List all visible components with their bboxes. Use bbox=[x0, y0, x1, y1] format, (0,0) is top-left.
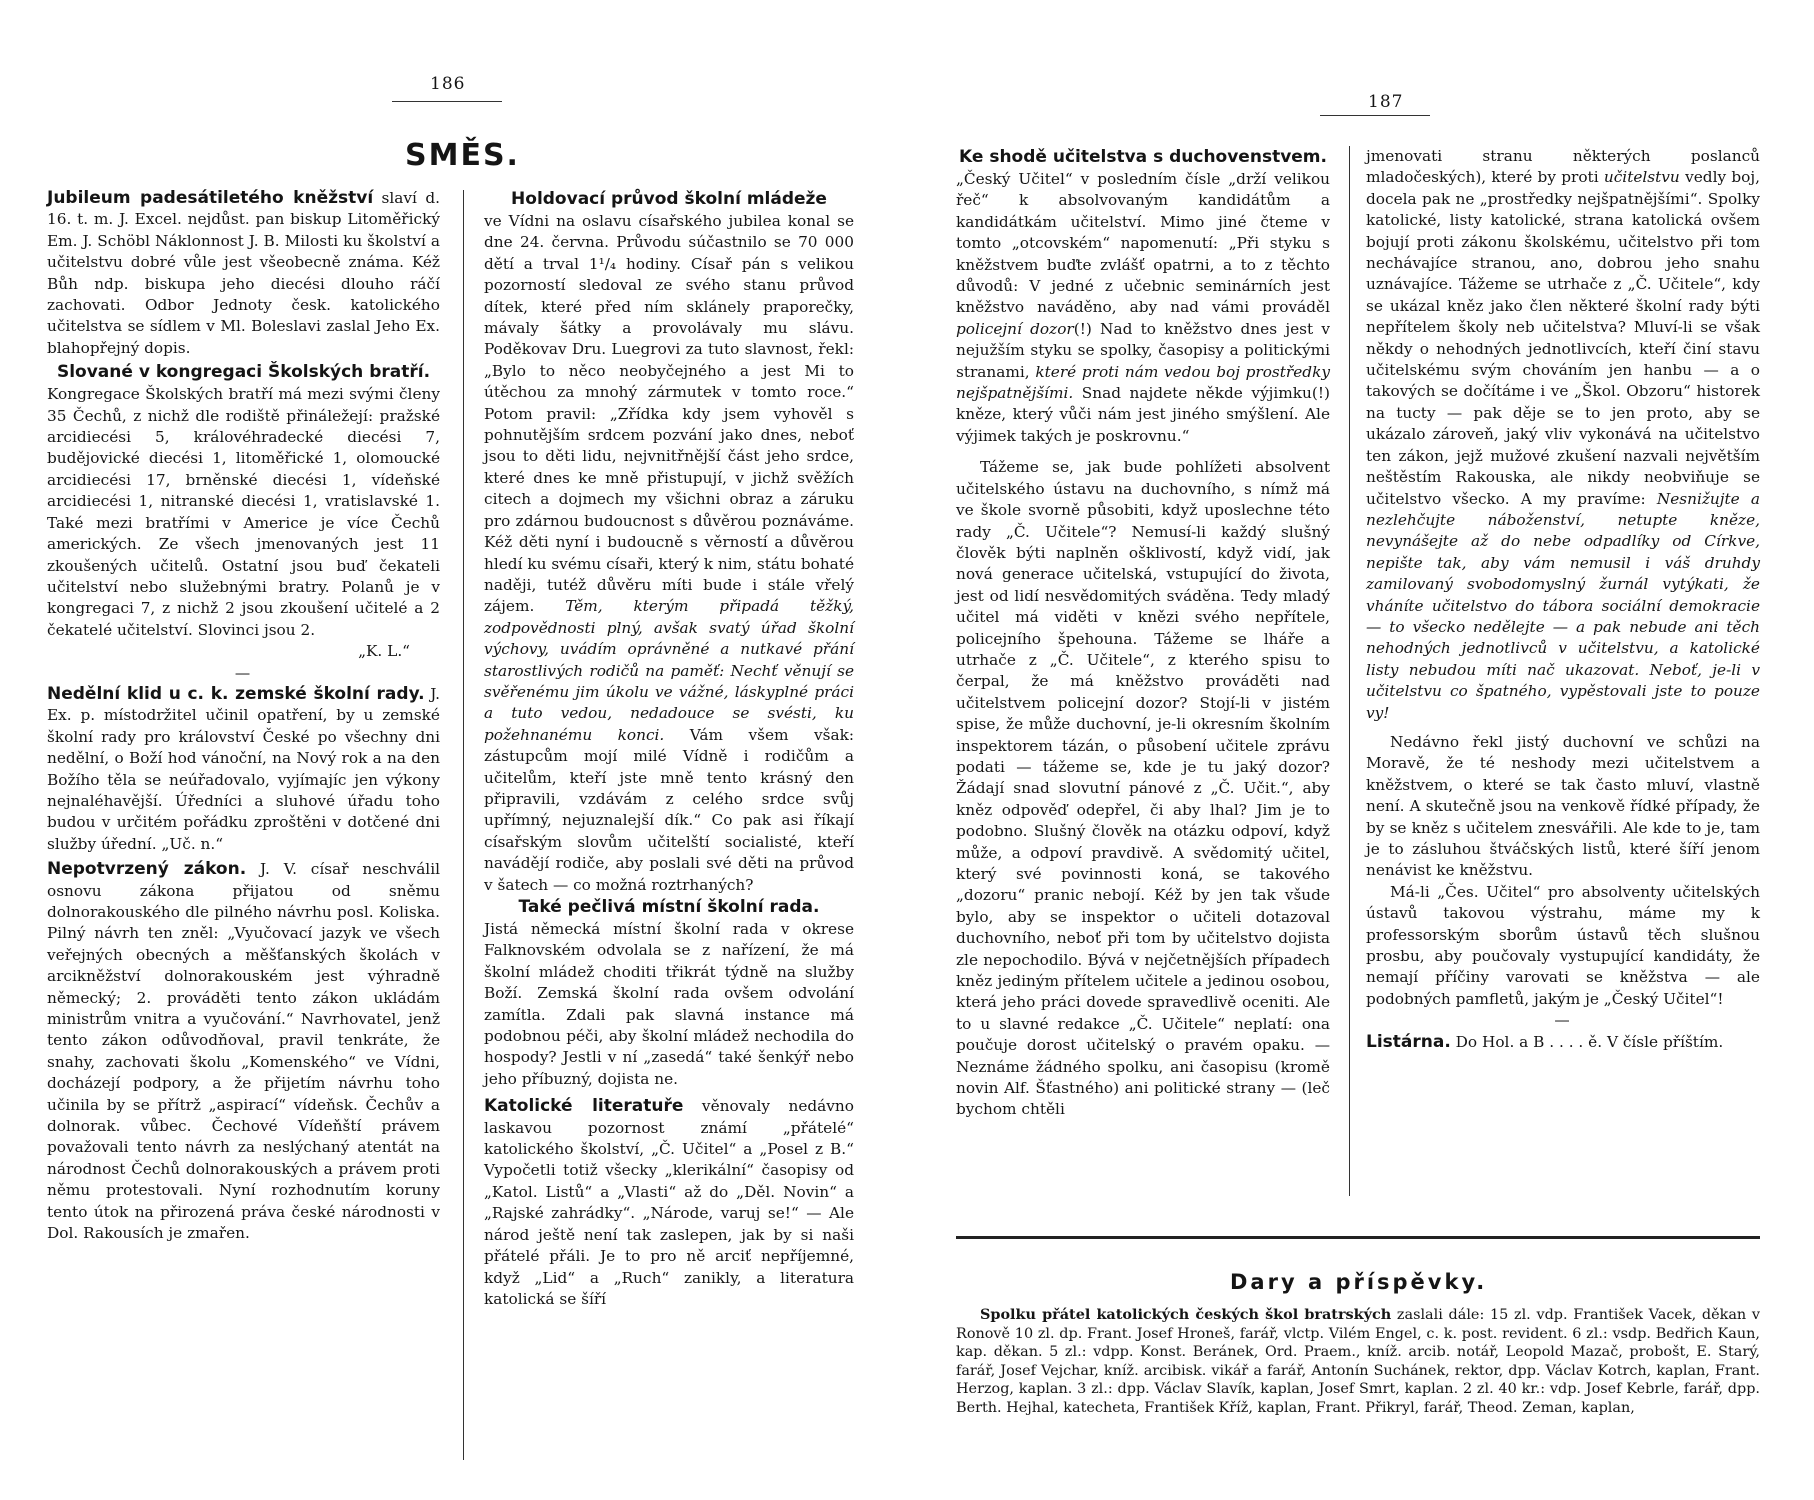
article-text: J. V. císař neschválil osnovu zákona přijatou od sněmu dolnorakouského dle pilného návrhu posl. Koliska. Pilný návrh ten zněl: „Vyučovací jazyk ve všech veřejných obecných a měšťanských školách v arcikněžství dolnorakouském jest výhradně německý; 2. prováděti tento zákon ukládám ministrům vnitra a vyučování.“ Navrhovatel, jenž tento zákon odůvodňoval, pravil tenkráte, že snahy, zachovati školu „Komenského“ ve Vídni, docházejí podpory, a že přijetím návrhu toho učinila by se přítrž „aspirací“ vídeňsk. Čechův a dolnorak. vůbec. Čechové Vídeňští právem považovali tento návrh za neslýchaný atentát na národnost Čechů dolnorakouských a právem proti němu protestovali. Nyní rozhodnutím koruny tento útok na přirozená práva české národnosti v Dol. Rakousích je zmařen. bbox=[47, 860, 440, 1243]
article-text: Do Hol. a B . . . . ě. V čísle příštím. bbox=[1455, 1032, 1724, 1051]
article-text: ve Vídni na oslavu císařského jubilea konal se dne 24. června. Průvodu súčastnilo se 70 000 dětí a trval 1¹/₄ hodiny. Císař pán s velikou pozorností sledoval ze svého stanu průvod dítek, které před ním sklánely praporečky, mávaly šátky a provolávaly mu slávu. Poděkovav Dru. Luegrovi za tuto slavnost, řekl: „Bylo to něco neobyčejného a jest Mi to útěchou za mnohý zármutek v tomto roce.“ Potom pravil: „Zřídka kdy jsem vyhověl s pohnutějším srdcem pozvání jako dnes, neboť jsou to děti lidu, nejvnitřnější část jeho srdce, které dnes ke mně přistupují, v jichž svěžích citech a dojmech my všichni obraz a záruku pro zdárnou budoucnost s důvěrou poznáváme. Kéž děti nyní i budoucně s věrností a důvěrou hledí ku svému císaři, který k nim, státu bohaté naději, tutéž důvěru míti bude i stále vřelý zájem. bbox=[484, 212, 854, 616]
article-heading: Také pečlivá místní školní rada. bbox=[518, 897, 820, 917]
section-rule bbox=[956, 1236, 1760, 1239]
left-column bbox=[47, 188, 440, 1245]
page-number-rule bbox=[392, 101, 502, 102]
article-heading: Listárna. bbox=[1366, 1031, 1451, 1052]
article-text: Jistá německá místní školní rada v okrese Falknovském odvolala se z nařízení, že má školní mládež choditi třikrát týdně na služby Boží. Zemská školní rada ovšem odvolání zamítla. Zdali pak slavná instance má podobnou péči, aby školní mládež nechodila do hospody? Jestli v ní „zasedá“ také šenkýř nebo jeho příbuzný, dojista ne. bbox=[484, 920, 854, 1088]
article-heading: Holdovací průvod školní mládeže bbox=[511, 189, 827, 209]
article-text: „Český Učitel“ v posledním čísle „drží velikou řeč“ k absolvovaným kandidátům a kandidátkám učitelství. Mimo jiné čteme v tomto „otcovském“ napomenutí: „Při styku s kněžstvem buďte zvlášť opatrni, a to z těchto důvodů: V jedné z učebnic seminárních jest kněžstvo naváděno, aby nad vámi prováděl bbox=[956, 170, 1330, 317]
donations-text bbox=[956, 1306, 1760, 1417]
signature: „K. L.“ bbox=[358, 642, 410, 661]
right-column bbox=[484, 188, 854, 1310]
article-text: (!) Nad to kněžstvo dnes jest v nejužším styku se spolky, časopisy a politickými stranami, bbox=[956, 319, 1330, 381]
donations-lead: Spolku přátel katolických českých škol bratrských bbox=[980, 1306, 1392, 1323]
article-heading: Katolické literatuře bbox=[484, 1096, 684, 1117]
article-text: Má-li „Čes. Učitel“ pro absolventy učitelských ústavů takovou výstrahu, máme my k professorským sborům ústavů těch slušnou prosbu, aby poučovaly vystupující kandidáty, že nemají příčiny varovati se kněžstva — ale podobných pamfletů, jakým je „Český Učitel“! bbox=[1366, 882, 1760, 1008]
article-text: vedly boj, docela pak ne „prostředky nejšpatnějšími“. Spolky katolické, listy katolické, strana katolická ovšem bojují proti zákonu školskému, učitelstvo při tom nechávajíce stranou, ano, dobrou jeho snahu uznávajíce. Tážeme se utrhače z „Č. Učitele“, kdy se ukázal kněz jako člen některé školní rady býti nepřítelem školy neb učitelstva? Mluví-li se však někdy o nehodných jednotlivcích, kteří činí stavu učitelskému svým chováním jen hanbu — a o takových se dočítáme i ve „Škol. Obzoru“ historek na tucty — pak děje se to jen proto, aby se ukázalo zároveň, jaký vliv vykonává na učitelstvo ten zákon, jejž mužové zkušení nazvali největším neštěstím Rakouska, ale nikdy neobviňuje se učitelstvo všecko. A my pravíme: bbox=[1366, 168, 1760, 508]
article-heading: Nepotvrzený zákon. bbox=[47, 859, 247, 880]
page-number-rule bbox=[1320, 115, 1430, 116]
right-page bbox=[900, 0, 1814, 1500]
separator: — bbox=[1554, 1011, 1572, 1030]
signature: „Uč. n.“ bbox=[161, 834, 224, 853]
article-text: J. Ex. p. místodržitel učinil opatření, by u zemské školní rady pro království České po všechny dni nedělní, o Boží hod vánoční, na Nový rok a na den Božího těla se neúřadovalo, vyjímajíc jen výkony nejnaléhavější. Úředníci a sluhové úřadu toho budou v určitém pořádku zproštěni v dotčené dni služby úřední. bbox=[47, 684, 440, 853]
right-column bbox=[1366, 146, 1760, 1053]
donations-body: zaslali dále: 15 zl. vdp. František Vacek, děkan v Ronově 10 zl. dp. Frant. Josef Hroneš, farář, vlctp. Vilém Engel, c. k. post. revident. 6 zl.: vsdp. Bedřich Kaun, kap. děkan. 5 zl.: vdpp. Konst. Beránek, Ord. Praem., kníž. arcib. notář, Leopold Mazač, probošt, E. Starý, farář, Josef Vejchar, kníž. arcibisk. vikář a farář, Antonín Suchánek, rektor, dpp. Václav Kotrch, kaplan, Frant. Herzog, kaplan. 3 zl.: dpp. Václav Slavík, kaplan, Josef Smrt, kaplan. 2 zl. 40 kr.: vdp. Josef Kebrle, farář, dpp. Berth. Hejhal, katecheta, František Kříž, kaplan, Frant. Přikryl, farář, Theod. Zeman, kaplan, bbox=[956, 1307, 1761, 1416]
article-heading: Ke shodě učitelstva s duchovenstvem. bbox=[959, 147, 1327, 167]
separator: — bbox=[234, 663, 253, 682]
article-heading: Slované v kongregaci Školských bratří. bbox=[56, 362, 431, 383]
article-text: Snad najdete někde výjimku(!) kněze, který vůči nám jest jiného smýšlení. Ale výjimek takých je poskrovnu.“ bbox=[956, 384, 1330, 445]
article-text: Nedávno řekl jistý duchovní ve schůzi na Moravě, že té neshody mezi učitelstvem a kněžstvem, o které se tak často mluví, vlastně není. A skutečně jsou na venkově řídké případy, že by se kněz s učitelem znesvářili. Ale kde to je, tam je to zásluhou štváčských listů, které šíří jenom nenávist ke kněžstvu. bbox=[1366, 732, 1760, 880]
column-divider bbox=[463, 190, 464, 1460]
article-text: Vám všem však: zástupcům mojí milé Vídně i rodičům a učitelům, kteří jste mně tento krásný den připravili, vzdávám z celého srdce svůj upřímný, nejuznalejší dík.“ Co pak asi říkají císařským slovům učitelští socialisté, kteří navádějí rodiče, aby poslali své děti na průvod v šatech — co možná roztrhaných? bbox=[484, 725, 854, 894]
section-title: SMĚS. bbox=[405, 138, 520, 173]
article-text: Tážeme se, jak bude pohlížeti absolvent učitelského ústavu na duchovního, s nímž má ve škole svorně působiti, když uposlechne této rady „Č. Učitele“? Nemusí-li každý slušný člověk býti naplněn ošklivostí, když vidí, jak nová generace učitelská, vstupující do života, jest od lidí nesvědomitých sváděna. Tedy mladý učitel má viděti v knězi svého nepřítele, policejního špehouna. Tážeme se lháře a utrhače z „Č. Učitele“, z kterého spisu to čerpal, že má kněžstvo prováděti nad učitelstvem policejní dozor? Stojí-li v jistém spise, že může duchovní, je-li okresním školním inspektorem tázán, o působení učitele zprávu podati — tážeme se, kde je tu jaký dozor? Žádají snad slovutní pánové z „Č. Učit.“, aby kněz odpověď odepřel, či aby lhal? Jim je to podobno. Slušný člověk na otázku odpoví, když může, a odpoví pravdivě. A svědomitý učitel, který své povinnosti koná, se takového „dozoru“ pranic nebojí. Kéž by jen tak všude bylo, aby se inspektor o učiteli dotazoval duchovního, neboť při tom by učitelstvo dojista zle nepochodilo. Bývá v nejčetnějších případech kněz jediným přítelem učitele a jedinou osobou, která jeho práci dovede spravedlivě oceniti. Ale to u slavné redakce „Č. Učitele“ neplatí: ona poučuje dorost učitelský o pravém opaku. — Neznáme žádného spolku, ani časopisu (kromě novin Alf. Šťastného) ani politické strany — (leč bychom chtěli bbox=[956, 458, 1330, 1119]
donations-title: Dary a příspěvky. bbox=[1230, 1270, 1488, 1294]
article-text-italic: Těm, kterým připadá těžký, zodpovědnosti plný, avšak svatý úřad školní výchovy, uvádím oprávněné a nutkavé přání starostlivých rodičů na paměť: Nechť věnují se svěřenému jim úkolu ve vážné, láskyplné práci a tuto vedou, nedadouce se svésti, ku požehnanému konci. bbox=[484, 597, 854, 744]
column-divider bbox=[1349, 146, 1350, 1196]
article-text: slaví d. 16. t. m. J. Excel. nejdůst. pan biskup Litoměřický Em. J. Schöbl Náklonnost J. B. Milosti ku školství a učitelstvu dobré vůle jest všeobecně známa. Kéž Bůh ndp. biskupa jeho diecési dlouho ráčí zachovati. Odbor Jednoty česk. katolického učitelstva se sídlem v Ml. Boleslavi zaslal Jeho Ex. blahopřejný dopis. bbox=[47, 189, 440, 357]
left-page bbox=[0, 0, 900, 1500]
page-number: 186 bbox=[430, 74, 466, 94]
left-column bbox=[956, 146, 1330, 1121]
article-text: věnovaly nedávno laskavou pozornost známí „přátelé“ katolického školství, „Č. Učitel“ a „Posel z B.“ Vypočetli totiž všecky „klerikální“ časopisy od „Katol. Listů“ a „Vlasti“ až do „Děl. Novin“ a „Rajské zahrádky“. „Národe, varuj se!“ — Ale národ ještě není tak zaslepen, jak by si naši přátelé přáli. Je to pro ně arciť nepříjemné, když „Lid“ a „Ruch“ zanikly, a literatura katolická se šíří bbox=[484, 1097, 854, 1308]
article-text: Kongregace Školských bratří má mezi svými členy 35 Čechů, z nichž dle rodiště přináležejí: pražské arcidiecési 5, královéhradecké diecési 7, budějovické diecési 1, litoměřické 1, olomoucké arcidiecési 17, brněnské diecési 1, vídeňské arcidiecési 1, nitranské diecési 1, vratislavské 1. Také mezi bratřími v Americe je více Čechů amerických. Ze všech jmenovaných jest 11 zkoušených učitelů. Ostatní jsou buď čekateli učitelství nebo služebnými bratry. Polanů je v kongregaci 7, z nichž 2 jsou zkoušení učitelé a 2 čekatelé učitelství. Slovinci jsou 2. bbox=[47, 385, 440, 639]
page-number: 187 bbox=[1368, 92, 1404, 112]
article-text-italic: učitelstvu bbox=[1603, 168, 1680, 187]
article-heading: Jubileum padesátiletého kněžství bbox=[47, 188, 374, 208]
article-text-italic: policejní dozor bbox=[956, 319, 1074, 338]
article-text-italic: Nesnižujte a nezlehčujte náboženství, netupte kněze, nevynášejte až do nebe odpadlíky od Církve, nepište tak, aby vám nemusil i váš druhdy zamilovaný svobodomyslný žurnál vytýkati, že vháníte učitelstvo do tábora sociální demokracie — to všecko nedělejte — a pak nebude ani těch nehodných jednotlivců v učitelstvu, a katolické listy nebudou míti nač ukazovat. Neboť, je-li v učitelstvu co špatného, vypěstovali jste to pouze vy! bbox=[1366, 489, 1760, 722]
article-text: jmenovati stranu některých poslanců mladočeských), které by proti bbox=[1366, 147, 1760, 187]
article-heading: Nedělní klid u c. k. zemské školní rady. bbox=[47, 683, 425, 704]
article-text-italic: které proti nám vedou boj prostředky nejšpatnějšími. bbox=[956, 362, 1330, 403]
